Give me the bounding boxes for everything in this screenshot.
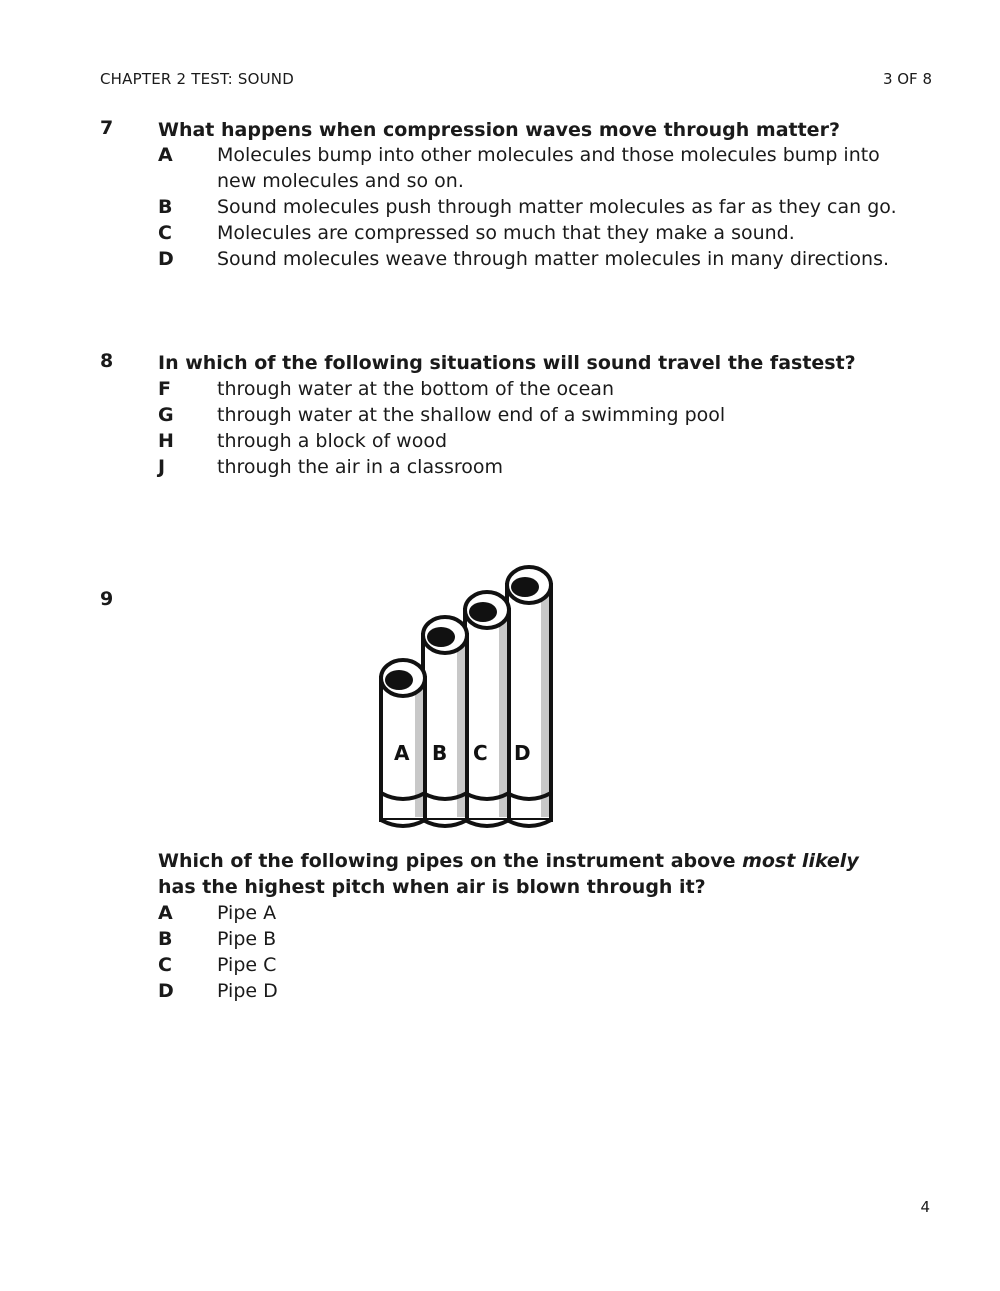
question-7-prompt: What happens when compression waves move through matter? xyxy=(158,119,840,141)
question-9-prompt-part2: has the highest pitch when air is blown through it? xyxy=(158,876,706,898)
question-8-number: 8 xyxy=(100,350,114,372)
pipe-b xyxy=(423,617,467,826)
option-letter: D xyxy=(158,248,174,270)
option-text: Sound molecules weave through matter molecules in many directions. xyxy=(217,248,890,270)
pipe-label-d: D xyxy=(514,741,531,765)
option-text: Molecules are compressed so much that they make a sound. xyxy=(217,222,795,244)
option-text: through water at the shallow end of a swimming pool xyxy=(217,404,726,426)
option-letter: B xyxy=(158,928,173,950)
option-text: through the air in a classroom xyxy=(217,456,504,478)
pipe-c xyxy=(465,592,509,826)
option-letter: A xyxy=(158,144,173,166)
pipe-label-b: B xyxy=(432,741,448,765)
question-8-prompt: In which of the following situations will sound travel the fastest? xyxy=(158,352,856,374)
page-number: 4 xyxy=(920,1198,930,1216)
pipe-label-a: A xyxy=(394,741,410,765)
option-text: Pipe C xyxy=(217,954,277,976)
option-text: through water at the bottom of the ocean xyxy=(217,378,614,400)
option-letter: J xyxy=(158,456,166,478)
question-9-prompt xyxy=(158,848,898,900)
option-letter: C xyxy=(158,222,172,244)
option-text: through a block of wood xyxy=(217,430,448,452)
pipe-d xyxy=(507,567,551,820)
option-text: Pipe A xyxy=(217,902,277,924)
option-text: Pipe D xyxy=(217,980,278,1002)
chapter-title: CHAPTER 2 TEST: SOUND xyxy=(100,70,294,88)
option-letter: G xyxy=(158,404,174,426)
option-letter: F xyxy=(158,378,171,400)
pan-flute-illustration xyxy=(370,555,570,835)
option-text: Sound molecules push through matter molecules as far as they can go. xyxy=(217,196,897,218)
question-9-prompt-emphasis: most likely xyxy=(742,850,859,872)
question-9-prompt-part1: Which of the following pipes on the instrument above xyxy=(158,850,743,872)
page-count: 3 OF 8 xyxy=(882,70,932,88)
option-letter: B xyxy=(158,196,173,218)
pipe-label-c: C xyxy=(473,741,488,765)
option-letter: C xyxy=(158,954,172,976)
question-9-number: 9 xyxy=(100,588,114,610)
option-text: Pipe B xyxy=(217,928,277,950)
option-letter: H xyxy=(158,430,174,452)
question-7-number: 7 xyxy=(100,117,114,139)
option-text: Molecules bump into other molecules and those molecules bump into new molecules and so on. xyxy=(217,144,880,192)
option-letter: A xyxy=(158,902,173,924)
option-letter: D xyxy=(158,980,174,1002)
